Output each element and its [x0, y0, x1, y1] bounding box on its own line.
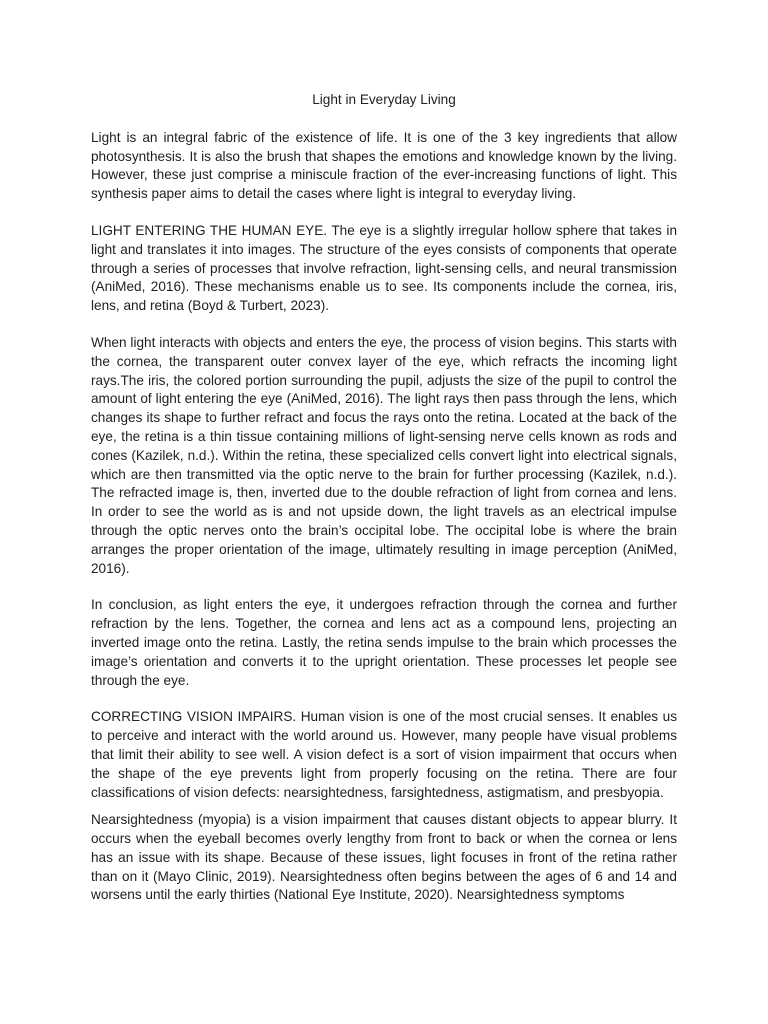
- paragraph-vision-process: When light interacts with objects and enters the eye, the process of vision begins. This starts with the cornea, the transparent outer convex layer of the eye, which refracts the incoming light rays.The iris, the colored portion surrounding the pupil, adjusts the size of the pupil to control the amount of light entering the eye (AniMed, 2016). The light rays then pass through the lens, which changes its shape to further refract and focus the rays onto the retina. Located at the back of the eye, the retina is a thin tissue containing millions of light-sensing nerve cells known as rods and cones (Kazilek, n.d.). Within the retina, these specialized cells convert light into electrical signals, which are then transmitted via the optic nerve to the brain for further processing (Kazilek, n.d.). The refracted image is, then, inverted due to the double refraction of light from cornea and lens. In order to see the world as is and not upside down, the light travels as an electrical impulse through the optic nerves onto the brain’s occipital lobe. The occipital lobe is where the brain arranges the proper orientation of the image, ultimately resulting in image perception (AniMed, 2016).: [91, 334, 677, 576]
- paragraph-correcting-vision: CORRECTING VISION IMPAIRS. Human vision is one of the most crucial senses. It enables us to perceive and interact with the world around us. However, many people have visual problems that limit their ability to see well. A vision defect is a sort of vision impairment that occurs when the shape of the eye prevents light from properly focusing on the retina. There are four classifications of vision defects: nearsightedness, farsightedness, astigmatism, and presbyopia.: [91, 709, 677, 800]
- paragraph-intro: Light is an integral fabric of the existence of life. It is one of the 3 key ingredients that allow photosynthesis. It is also the brush that shapes the emotions and knowledge known by the living. However, these just comprise a miniscule fraction of the ever-increasing functions of light. This synthesis paper aims to detail the cases where light is integral to everyday living.: [91, 129, 677, 202]
- document-title: Light in Everyday Living: [312, 92, 456, 107]
- paragraph-nearsightedness: Nearsightedness (myopia) is a vision impairment that causes distant objects to appear blurry. It occurs when the eyeball becomes overly lengthy from front to back or when the cornea or lens has an issue with its shape. Because of these issues, light focuses in front of the retina rather than on it (Mayo Clinic, 2019). Nearsightedness often begins between the ages of 6 and 14 and worsens until the early thirties (National Eye Institute, 2020). Nearsightedness symptoms: [91, 812, 677, 903]
- paragraph-conclusion: In conclusion, as light enters the eye, it undergoes refraction through the cornea and further refraction by the lens. Together, the cornea and lens act as a compound lens, projecting an inverted image onto the retina. Lastly, the retina sends impulse to the brain which processes the image’s orientation and converts it to the upright orientation. These processes let people see through the eye.: [91, 597, 677, 688]
- paragraph-light-entering-eye: LIGHT ENTERING THE HUMAN EYE. The eye is a slightly irregular hollow sphere that takes in light and translates it into images. The structure of the eyes consists of components that operate through a series of processes that involve refraction, light-sensing cells, and neural transmission (AniMed, 2016). These mechanisms enable us to see. Its components include the cornea, iris, lens, and retina (Boyd & Turbert, 2023).: [91, 222, 677, 314]
